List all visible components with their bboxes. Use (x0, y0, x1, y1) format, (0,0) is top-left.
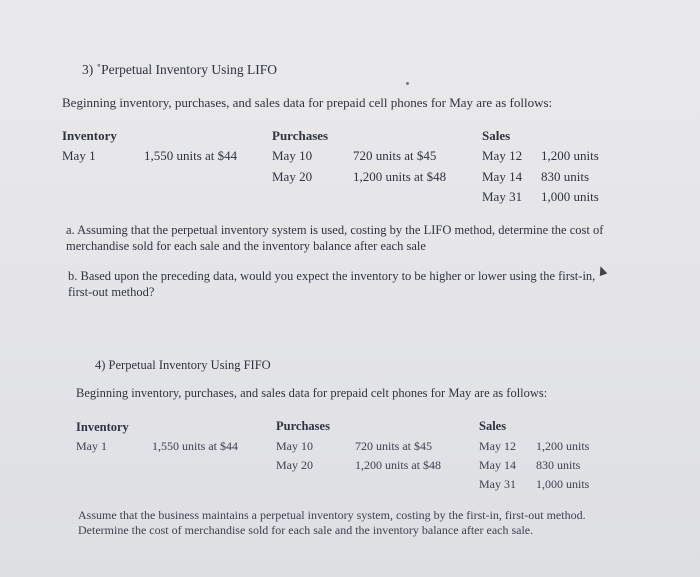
section3-sales-header: Sales (482, 128, 511, 143)
section3-sale-units: 1,200 units (541, 148, 599, 163)
section4-inventory-header: Inventory (76, 420, 129, 434)
section4-purchase-date: May 10 (276, 439, 313, 453)
section4-sale-date: May 31 (479, 477, 516, 491)
section4-sale-units: 830 units (536, 458, 581, 472)
section3-purchase-date: May 10 (272, 148, 313, 163)
mouse-cursor-icon (597, 265, 608, 276)
section3-question-b: b. Based upon the preceding data, would you expect the inventory to be higher or lower using the first-in, first-out method? (68, 269, 596, 299)
section3-sale-units: 1,000 units (541, 189, 599, 204)
section3-purchase-date: May 20 (272, 169, 313, 184)
section4-sale-units: 1,200 units (536, 439, 590, 453)
section4-inventory-date: May 1 (76, 439, 107, 453)
section4-sale-units: 1,000 units (536, 477, 590, 491)
section3-purchases-header: Purchases (272, 128, 329, 143)
section3-sale-date: May 14 (482, 169, 523, 184)
section3-title: 3) ˚Perpetual Inventory Using LIFO (82, 62, 277, 77)
section3-sale-units: 830 units (541, 169, 590, 184)
section3-purchase-detail: 1,200 units at $48 (353, 169, 447, 184)
section3-sale-date: May 12 (482, 148, 523, 163)
section4-purchase-detail: 1,200 units at $48 (355, 458, 441, 472)
section3-sale-date: May 31 (482, 189, 523, 204)
section4-sale-date: May 14 (479, 458, 516, 472)
section4-instruction: Assume that the business maintains a perpetual inventory system, costing by the first-in, first-out method. Determine the cost of merchandise sold for each sale and the inventory balance after each sale. (78, 508, 586, 537)
section4-purchase-date: May 20 (276, 458, 313, 472)
section4-purchases-header: Purchases (276, 419, 330, 433)
section4-inventory-detail: 1,550 units at $44 (152, 439, 238, 453)
section4-intro: Beginning inventory, purchases, and sales data for prepaid celt phones for May are as follows: (76, 386, 548, 400)
section3-inventory-detail: 1,550 units at $44 (144, 148, 238, 163)
section4-purchase-detail: 720 units at $45 (355, 439, 432, 453)
section4-sale-date: May 12 (479, 439, 516, 453)
section3-intro: Beginning inventory, purchases, and sales data for prepaid cell phones for May are as follows: (62, 95, 553, 110)
section4-title: 4) Perpetual Inventory Using FIFO (95, 358, 271, 372)
section3-purchase-detail: 720 units at $45 (353, 148, 437, 163)
section3-inventory-date: May 1 (62, 148, 96, 163)
section3-inventory-header: Inventory (62, 128, 117, 143)
section3-question-a: a. Assuming that the perpetual inventory system is used, costing by the LIFO method, determine the cost of merchandise sold for each sale and the inventory balance after each sale (66, 223, 604, 253)
speck-dot (406, 82, 409, 85)
section4-sales-header: Sales (479, 419, 507, 433)
